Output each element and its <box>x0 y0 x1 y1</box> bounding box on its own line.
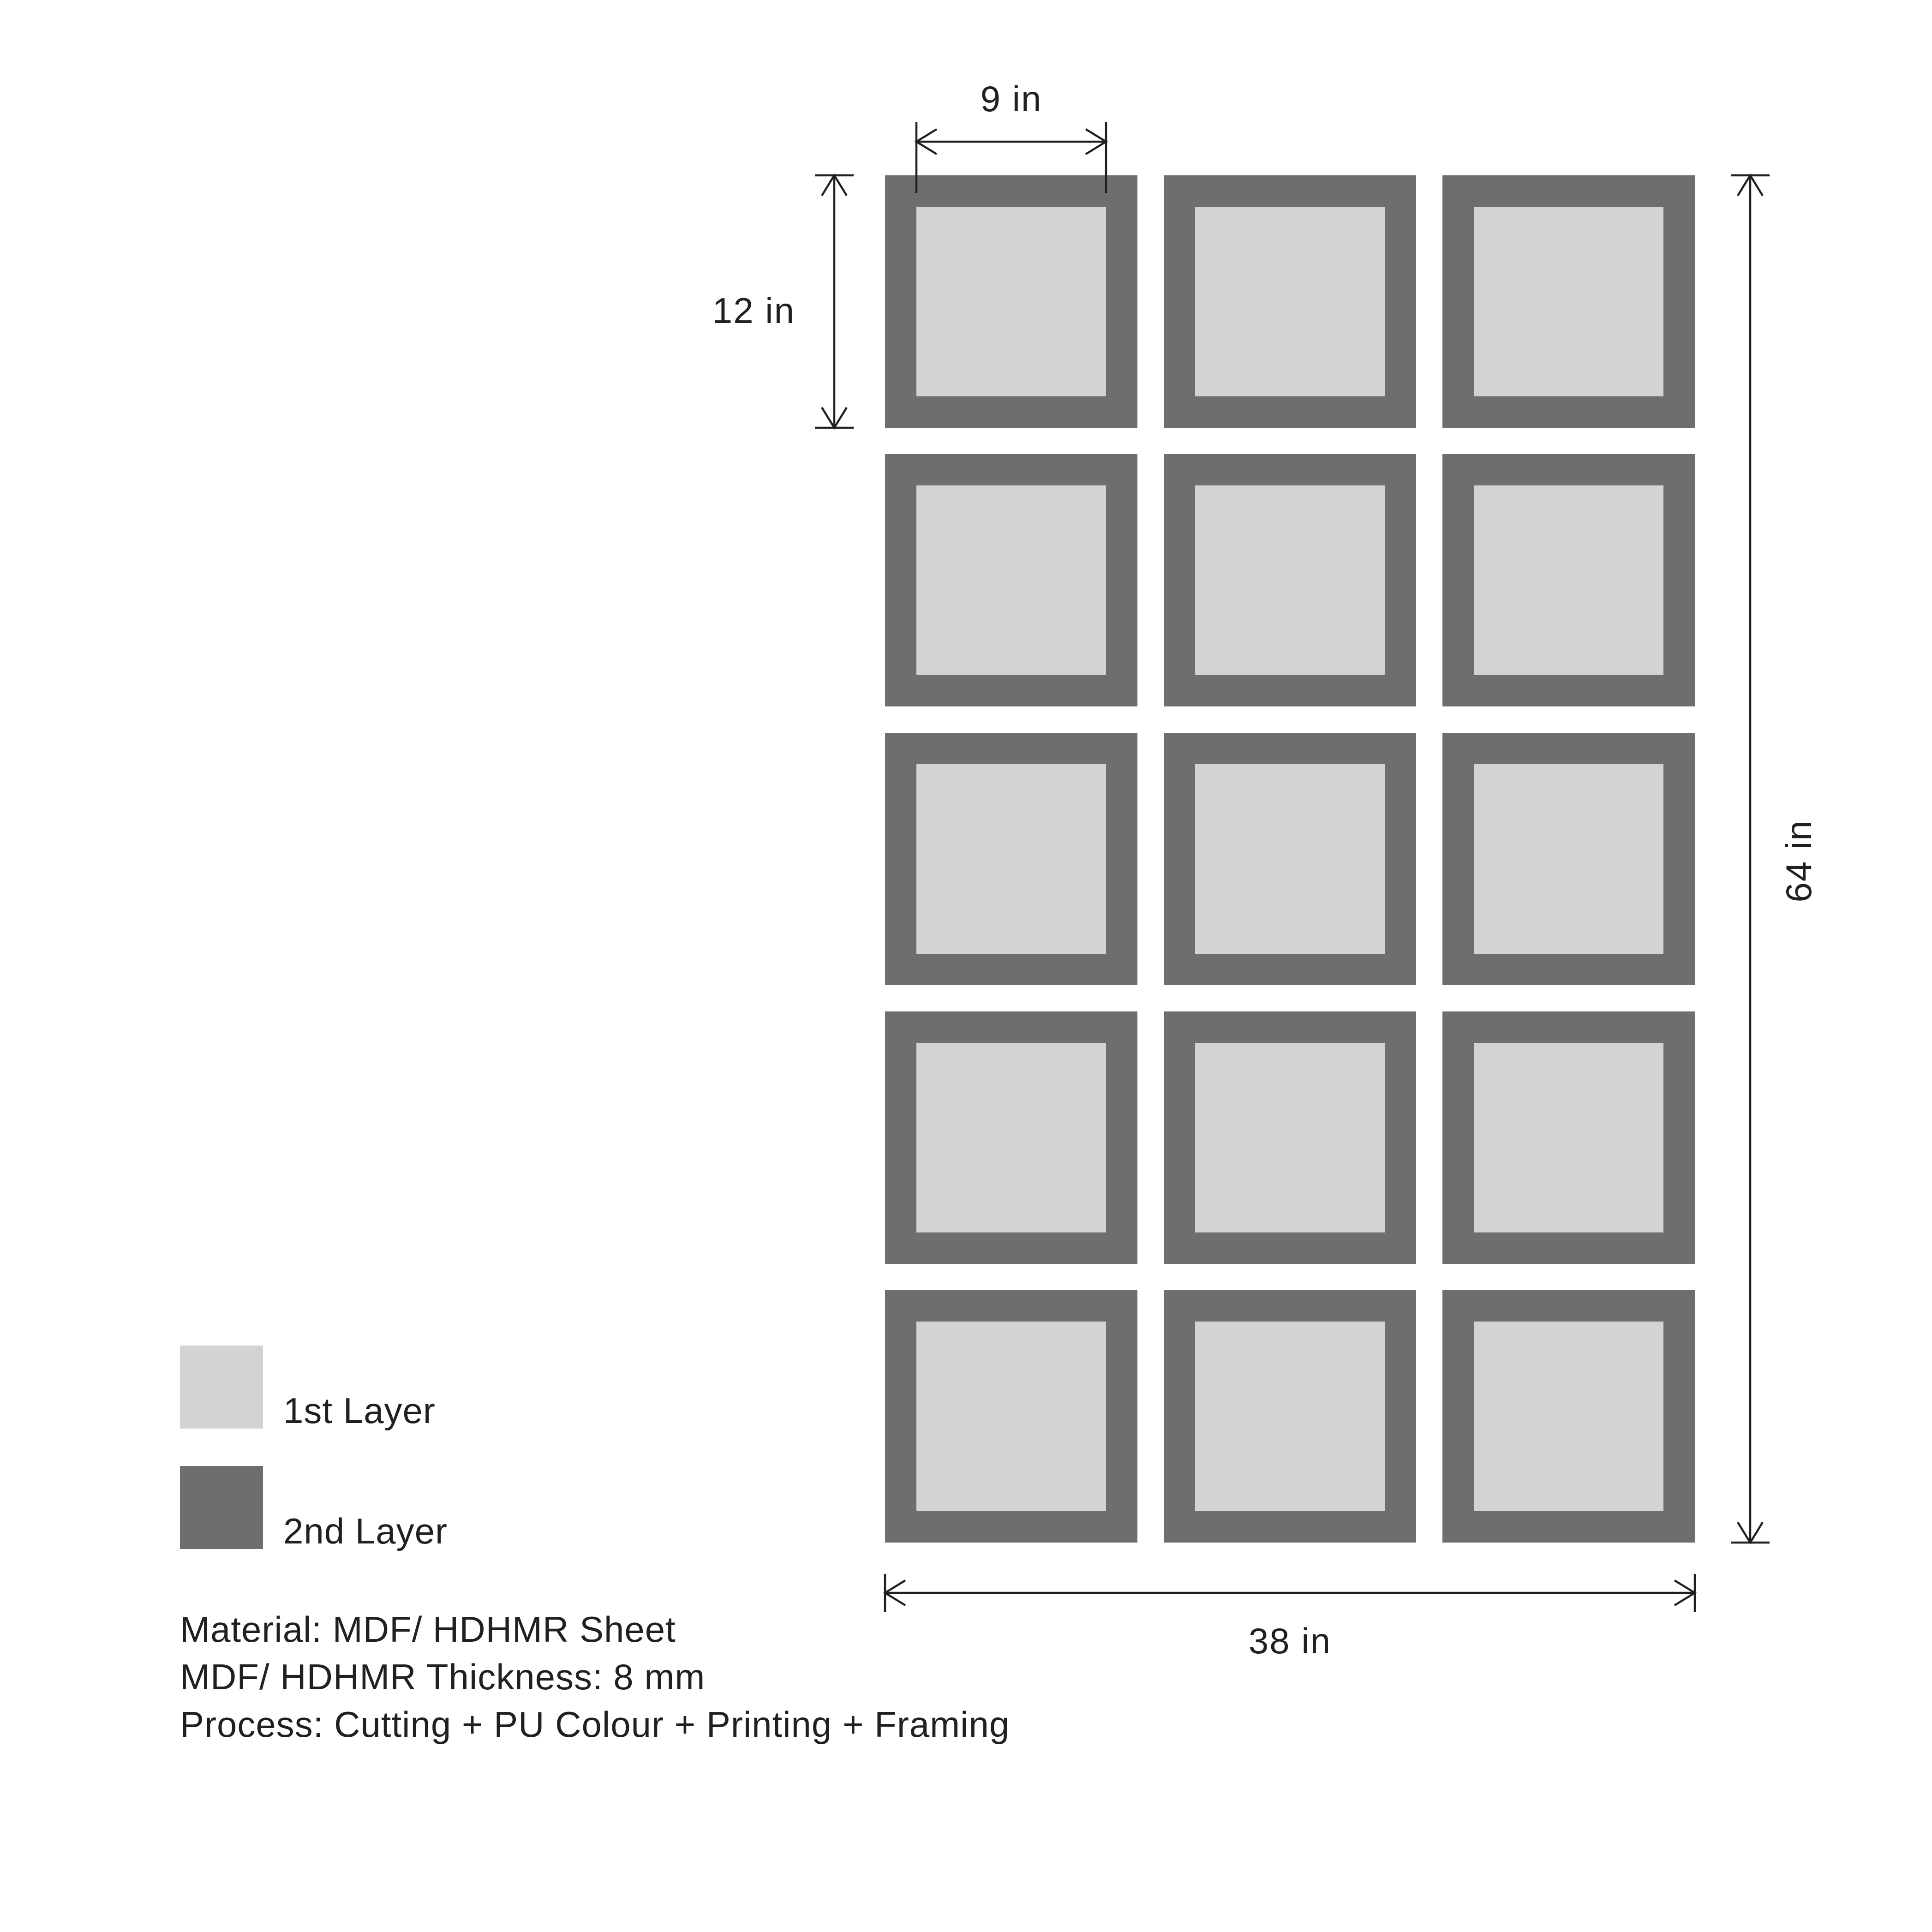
note-material: Material: MDF/ HDHMR Sheet <box>180 1609 676 1650</box>
legend-label-layer1: 1st Layer <box>283 1390 436 1431</box>
dim-label-tile-inner-width: 9 in <box>980 78 1042 119</box>
dim-tile-inner-width <box>916 122 1106 193</box>
note-process: Process: Cutting + PU Colour + Printing + Framing <box>180 1704 1010 1745</box>
notes-block <box>180 1606 1010 1748</box>
note-thickness: MDF/ HDHMR Thickness: 8 mm <box>180 1657 706 1697</box>
legend-label-layer2: 2nd Layer <box>283 1511 448 1551</box>
legend-swatch-layer2 <box>180 1466 263 1549</box>
dim-label-total-height: 64 in <box>1778 819 1819 903</box>
dim-total-height <box>1731 175 1770 1543</box>
dim-tile-height <box>815 175 854 428</box>
dim-label-tile-height: 12 in <box>712 290 795 331</box>
legend-swatch-layer1 <box>180 1346 263 1429</box>
dim-label-total-width: 38 in <box>1248 1621 1332 1661</box>
